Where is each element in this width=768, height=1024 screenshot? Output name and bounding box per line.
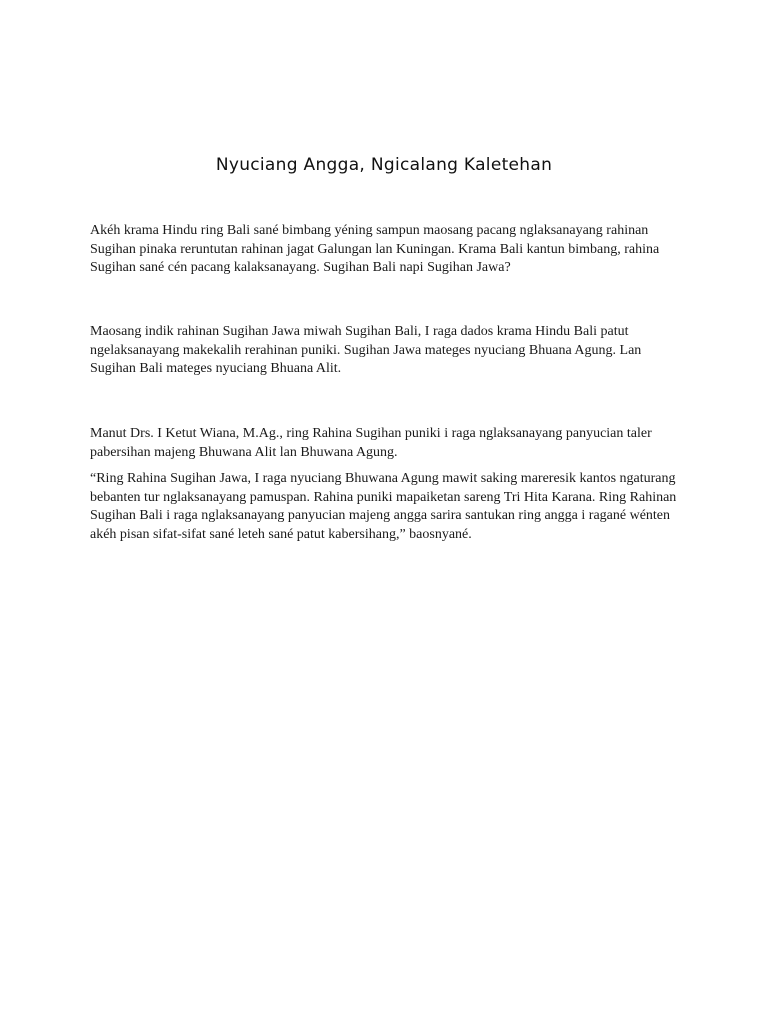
paragraph-3: Manut Drs. I Ketut Wiana, M.Ag., ring Rahina Sugihan puniki i raga nglaksanayang panyucian taler pabersihan majeng Bhuwana Alit lan Bhuwana Agung. xyxy=(90,426,652,460)
paragraph-2: Maosang indik rahinan Sugihan Jawa miwah Sugihan Bali, I raga dados krama Hindu Bali patut ngelaksanayang makekalih rerahinan puniki. Sugihan Jawa mateges nyuciang Bhuana Agung. Lan Sugihan Bali mateges nyuciang Bhuana Alit. xyxy=(90,324,642,376)
document-title: Nyuciang Angga, Ngicalang Kaletehan xyxy=(215,155,553,175)
paragraph-1: Akéh krama Hindu ring Bali sané bimbang yéning sampun maosang pacang nglaksanayang rahinan Sugihan pinaka reruntutan rahinan jagat Galungan lan Kuningan. Krama Bali kantun bimbang, rahina Sugihan sané cén pacang kalaksanayang. Sugihan Bali napi Sugihan Jawa? xyxy=(90,223,660,275)
paragraph-4-quote: “Ring Rahina Sugihan Jawa, I raga nyuciang Bhuwana Agung mawit saking mareresik kantos ngaturang bebanten tur nglaksanayang pamuspan. Rahina puniki mapaiketan sareng Tri Hita Karana. Ring Rahinan Sugihan Bali i raga nglaksanayang panyucian majeng angga sarira santukan ring angga i ragané wénten akéh pisan sifat-sifat sané leteh sané patut kabersihang,” baosnyané. xyxy=(90,471,677,542)
